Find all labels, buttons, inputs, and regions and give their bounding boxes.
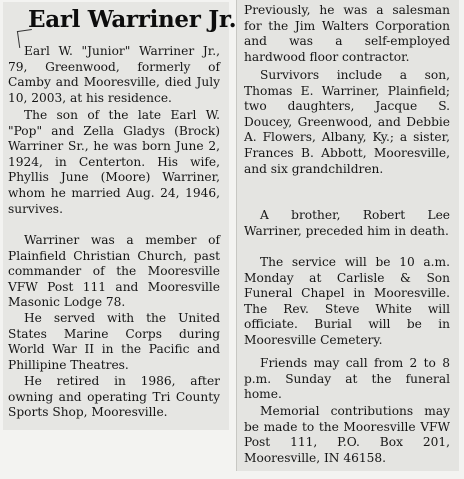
paragraph-career: Previously, he was a salesman for the Jim Walters Corporation and was a self-employed hardwood floor contractor. (244, 3, 450, 64)
paragraph-service: He served with the United States Marine Corps during World War II in the Pacific and Phillipine Theatres. (8, 311, 220, 372)
paragraph-visitation: Friends may call from 2 to 8 p.m. Sunday at the funeral home. (244, 356, 450, 402)
paragraph-survivors: Survivors include a son, Thomas E. Warriner, Plainfield; two daughters, Jacque S. Doucey, Greenwood, and Debbie A. Flowers, Albany, Ky.; a sister, Frances B. Abbott, Mooresville, and six grandchildren. (244, 68, 450, 176)
paragraph-intro: Earl W. "Junior" Warriner Jr., 79, Greenwood, formerly of Camby and Mooresville, died July 10, 2003, at his residence. (8, 44, 220, 105)
paragraph-family: The son of the late Earl W. "Pop" and Zella Gladys (Brock) Warriner Sr., he was born June 2, 1924, in Centerton. His wife, Phyllis June (Moore) Warriner, whom he married Aug. 24, 1946, survives. (8, 108, 220, 216)
paragraph-retirement: He retired in 1986, after owning and operating Tri County Sports Shop, Mooresville. (8, 374, 220, 420)
paragraph-funeral: The service will be 10 a.m. Monday at Carlisle & Son Funeral Chapel in Mooresville. The Rev. Steve White will officiate. Burial will be in Mooresville Cemetery. (244, 255, 450, 347)
paragraph-memorial: Memorial contributions may be made to the Mooresville VFW Post 111, P.O. Box 201, Mooresville, IN 46158. (244, 404, 450, 465)
paragraph-membership: Warriner was a member of Plainfield Christian Church, past commander of the Mooresville VFW Post 111 and Mooresville Masonic Lodge 78. (8, 233, 220, 310)
paragraph-preceded: A brother, Robert Lee Warriner, preceded him in death. (244, 208, 450, 238)
obituary-title: Earl Warriner Jr. (28, 6, 237, 33)
